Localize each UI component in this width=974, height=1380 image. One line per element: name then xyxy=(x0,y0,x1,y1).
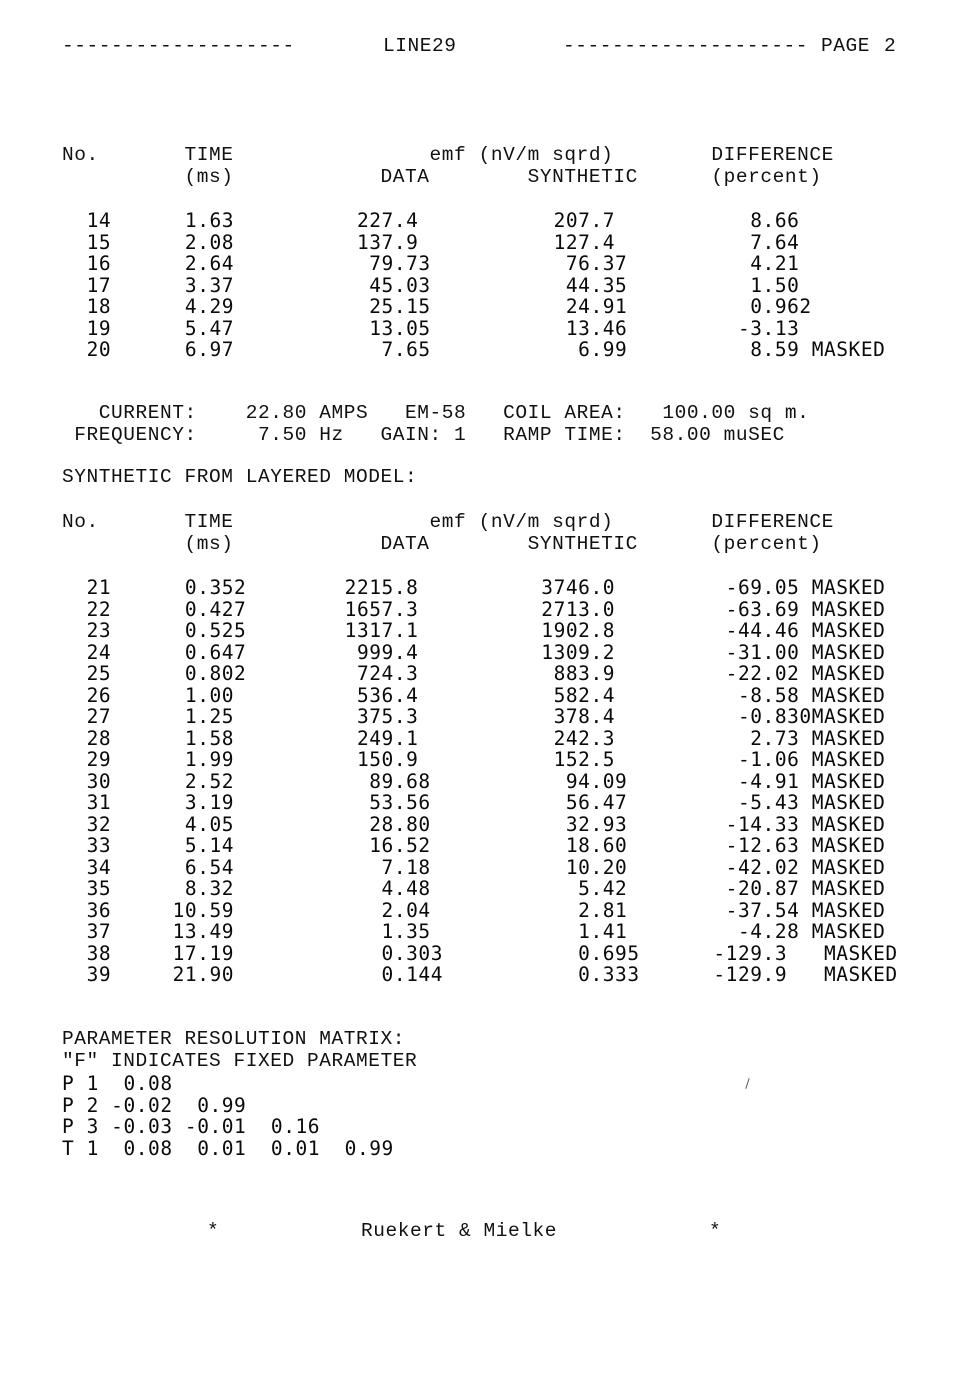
matrix-row: P 1 0.08 xyxy=(62,1072,173,1095)
header-left-rule: ------------------- xyxy=(62,35,295,57)
table-row: 38 17.19 0.303 0.695 -129.3 MASKED xyxy=(62,941,898,965)
footer-company-name: Ruekert & Mielke xyxy=(361,1220,558,1242)
table-row: 22 0.427 1657.3 2713.0 -63.69 MASKED xyxy=(62,597,886,621)
table-row: 24 0.647 999.4 1309.2 -31.00 MASKED xyxy=(62,640,886,664)
scan-artifact-mark xyxy=(745,1078,749,1089)
table-row: 26 1.00 536.4 582.4 -8.58 MASKED xyxy=(62,683,886,707)
table-row: 19 5.47 13.05 13.46 -3.13 xyxy=(62,316,800,340)
table-row: 39 21.90 0.144 0.333 -129.9 MASKED xyxy=(62,963,898,986)
footer-right-star: * xyxy=(709,1220,722,1242)
table-row: 27 1.25 375.3 378.4 -0.830MASKED xyxy=(62,705,886,728)
table-row: 36 10.59 2.04 2.81 -37.54 MASKED xyxy=(62,898,886,922)
table-row: 37 13.49 1.35 1.41 -4.28 MASKED xyxy=(62,920,886,943)
table-row: 28 1.58 249.1 242.3 2.73 MASKED xyxy=(62,726,886,750)
table-row: 16 2.64 79.73 76.37 4.21 xyxy=(62,252,800,275)
table-row: 18 4.29 25.15 24.91 0.962 xyxy=(62,295,812,318)
table-row: 21 0.352 2215.8 3746.0 -69.05 MASKED xyxy=(62,576,886,599)
table1-rows xyxy=(62,210,885,361)
table1-column-header-row1: No. TIME emf (nV/m sqrd) DIFFERENCE xyxy=(62,144,834,166)
table2-column-header-row2: (ms) DATA SYNTHETIC (percent) xyxy=(62,533,822,555)
table-row: 30 2.52 89.68 94.09 -4.91 MASKED xyxy=(62,769,886,793)
header-right-rule: -------------------- xyxy=(563,35,809,57)
table-row: 35 8.32 4.48 5.42 -20.87 MASKED xyxy=(62,877,886,900)
table2-rows xyxy=(62,577,898,986)
table1-column-header-row2: (ms) DATA SYNTHETIC (percent) xyxy=(62,166,822,188)
table-row: 23 0.525 1317.1 1902.8 -44.46 MASKED xyxy=(62,619,886,642)
matrix-rows xyxy=(62,1073,394,1159)
table-row: 31 3.19 53.56 56.47 -5.43 MASKED xyxy=(62,791,886,814)
survey-parameters-line-2: FREQUENCY: 7.50 Hz GAIN: 1 RAMP TIME: 58.00 muSEC xyxy=(62,424,785,446)
table-row: 20 6.97 7.65 6.99 8.59 MASKED xyxy=(62,338,886,361)
matrix-row: T 1 0.08 0.01 0.01 0.99 xyxy=(62,1136,394,1160)
matrix-title: PARAMETER RESOLUTION MATRIX: xyxy=(62,1028,406,1050)
footer-left-star: * xyxy=(207,1220,220,1242)
section-title-synthetic-layered-model: SYNTHETIC FROM LAYERED MODEL: xyxy=(62,466,418,488)
header-line-label: LINE29 xyxy=(383,35,457,57)
header-page-label: PAGE xyxy=(821,35,871,57)
survey-parameters-line-1: CURRENT: 22.80 AMPS EM-58 COIL AREA: 100.00 sq m. xyxy=(62,402,810,424)
table2-column-header-row1: No. TIME emf (nV/m sqrd) DIFFERENCE xyxy=(62,511,834,533)
table-row: 32 4.05 28.80 32.93 -14.33 MASKED xyxy=(62,812,886,836)
table-row: 29 1.99 150.9 152.5 -1.06 MASKED xyxy=(62,748,886,771)
matrix-row: P 2 -0.02 0.99 xyxy=(62,1093,247,1117)
matrix-row: P 3 -0.03 -0.01 0.16 xyxy=(62,1115,321,1138)
table-row: 33 5.14 16.52 18.60 -12.63 MASKED xyxy=(62,834,886,857)
table-row: 34 6.54 7.18 10.20 -42.02 MASKED xyxy=(62,855,886,879)
matrix-fixed-parameter-note: "F" INDICATES FIXED PARAMETER xyxy=(62,1050,418,1072)
table-row: 17 3.37 45.03 44.35 1.50 xyxy=(62,273,800,297)
table-row: 25 0.802 724.3 883.9 -22.02 MASKED xyxy=(62,662,886,685)
header-page-number: 2 xyxy=(884,35,897,57)
table-row: 14 1.63 227.4 207.7 8.66 xyxy=(62,209,800,232)
table-row: 15 2.08 137.9 127.4 7.64 xyxy=(62,230,800,254)
